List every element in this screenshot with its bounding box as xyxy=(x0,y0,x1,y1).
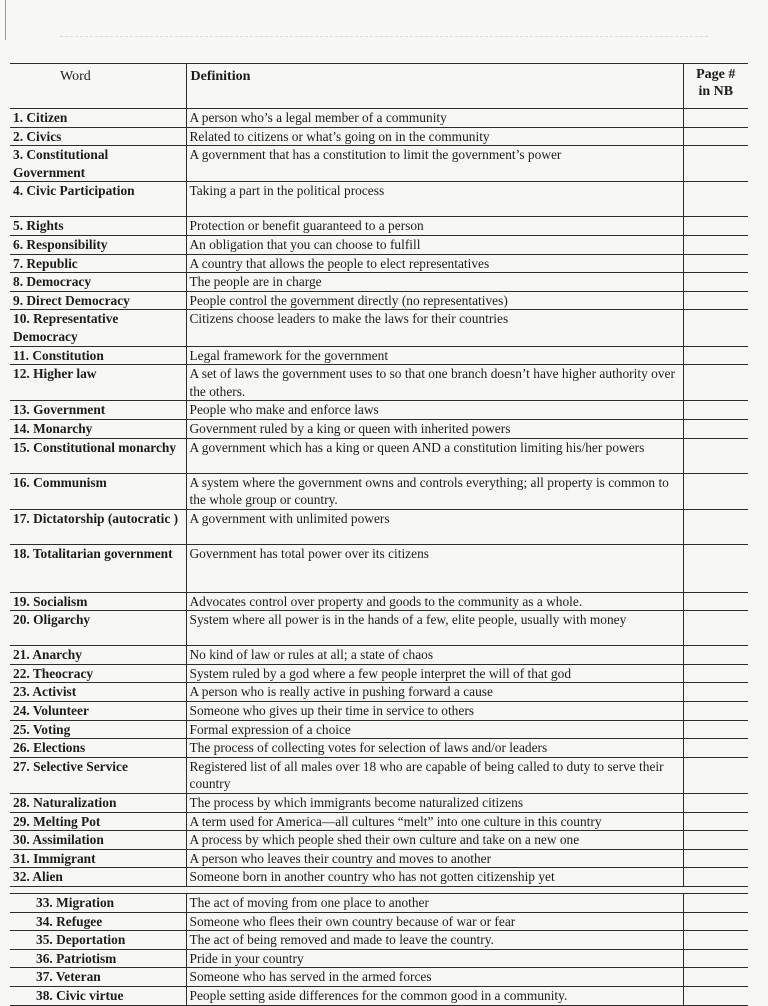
page-number-cell[interactable] xyxy=(683,986,748,1005)
vocab-definition: The process of collecting votes for selection of laws and/or leaders xyxy=(186,739,683,758)
vocab-word: 38. Civic virtue xyxy=(10,986,186,1005)
table-row xyxy=(10,217,748,236)
page-number-cell[interactable] xyxy=(683,912,748,931)
table-row xyxy=(10,182,748,217)
table-body-part1 xyxy=(10,109,748,887)
vocab-definition: A set of laws the government uses to so that one branch doesn’t have higher authority over the others. xyxy=(186,365,683,401)
table-row xyxy=(10,254,748,273)
vocab-definition: A process by which people shed their own culture and take on a new one xyxy=(186,831,683,850)
page-number-cell[interactable] xyxy=(683,109,748,128)
table-row xyxy=(10,438,748,473)
page-number-cell[interactable] xyxy=(683,646,748,665)
vocab-definition: A person who leaves their country and moves to another xyxy=(186,849,683,868)
table-row xyxy=(10,868,748,887)
table-row xyxy=(10,757,748,793)
vocab-word: 15. Constitutional monarchy xyxy=(10,438,186,473)
table-row xyxy=(10,931,748,950)
table-row xyxy=(10,739,748,758)
table-row xyxy=(10,702,748,721)
vocab-word: 5. Rights xyxy=(10,217,186,236)
table-row xyxy=(10,473,748,509)
page-number-cell[interactable] xyxy=(683,544,748,592)
section-gap xyxy=(10,887,748,894)
vocab-definition: Legal framework for the government xyxy=(186,346,683,365)
vocab-definition: Taking a part in the political process xyxy=(186,182,683,217)
table-row xyxy=(10,365,748,401)
table-row xyxy=(10,849,748,868)
page-number-cell[interactable] xyxy=(683,831,748,850)
vocab-definition: A person who’s a legal member of a community xyxy=(186,109,683,128)
page-number-cell[interactable] xyxy=(683,664,748,683)
table-row xyxy=(10,720,748,739)
table-row xyxy=(10,894,748,913)
page-number-cell[interactable] xyxy=(683,794,748,813)
table-row xyxy=(10,646,748,665)
table-row xyxy=(10,986,748,1005)
page-number-cell[interactable] xyxy=(683,438,748,473)
page-number-cell[interactable] xyxy=(683,217,748,236)
page-number-cell[interactable] xyxy=(683,868,748,887)
vocab-word: 1. Citizen xyxy=(10,109,186,128)
table-row xyxy=(10,592,748,611)
vocab-definition: A government which has a king or queen AND a constitution limiting his/her powers xyxy=(186,438,683,473)
page-number-cell[interactable] xyxy=(683,401,748,420)
vocab-definition: Advocates control over property and goods to the community as a whole. xyxy=(186,592,683,611)
vocab-word: 19. Socialism xyxy=(10,592,186,611)
page-number-cell[interactable] xyxy=(683,127,748,146)
vocab-word: 26. Elections xyxy=(10,739,186,758)
table-row xyxy=(10,912,748,931)
vocabulary-table xyxy=(10,63,748,1006)
column-header-page-line1: Page # xyxy=(696,67,736,82)
table-row xyxy=(10,968,748,987)
page-number-cell[interactable] xyxy=(683,702,748,721)
vocab-word: 21. Anarchy xyxy=(10,646,186,665)
vocab-definition: Someone born in another country who has not gotten citizenship yet xyxy=(186,868,683,887)
page-number-cell[interactable] xyxy=(683,310,748,346)
page-number-cell[interactable] xyxy=(683,235,748,254)
vocab-word: 27. Selective Service xyxy=(10,757,186,793)
table-row xyxy=(10,664,748,683)
table-row xyxy=(10,235,748,254)
vocabulary-sheet xyxy=(10,63,748,1006)
table-row xyxy=(10,794,748,813)
vocab-word: 34. Refugee xyxy=(10,912,186,931)
vocab-definition: The people are in charge xyxy=(186,273,683,292)
vocab-definition: A country that allows the people to elect representatives xyxy=(186,254,683,273)
vocab-definition: A term used for America—all cultures “melt” into one culture in this country xyxy=(186,812,683,831)
vocab-definition: People who make and enforce laws xyxy=(186,401,683,420)
column-header-page xyxy=(683,64,748,109)
vocab-word: 11. Constitution xyxy=(10,346,186,365)
table-row xyxy=(10,544,748,592)
vocab-word: 31. Immigrant xyxy=(10,849,186,868)
page-number-cell[interactable] xyxy=(683,812,748,831)
vocab-word: 25. Voting xyxy=(10,720,186,739)
vocab-definition: The act of being removed and made to leave the country. xyxy=(186,931,683,950)
vocab-word: 18. Totalitarian government xyxy=(10,544,186,592)
vocab-word: 35. Deportation xyxy=(10,931,186,950)
page-number-cell[interactable] xyxy=(683,419,748,438)
vocab-word: 6. Responsibility xyxy=(10,235,186,254)
table-row xyxy=(10,509,748,544)
vocab-definition: The process by which immigrants become naturalized citizens xyxy=(186,794,683,813)
vocab-definition: A system where the government owns and controls everything; all property is common to the whole group or country. xyxy=(186,473,683,509)
vocab-word: 13. Government xyxy=(10,401,186,420)
vocab-definition: Pride in your country xyxy=(186,949,683,968)
page-number-cell[interactable] xyxy=(683,509,748,544)
vocab-word: 4. Civic Participation xyxy=(10,182,186,217)
vocab-definition: Someone who flees their own country because of war or fear xyxy=(186,912,683,931)
table-body-part2 xyxy=(10,887,748,1006)
vocab-word: 2. Civics xyxy=(10,127,186,146)
vocab-word: 32. Alien xyxy=(10,868,186,887)
scan-marks xyxy=(60,36,708,41)
vocab-word: 10. Representative Democracy xyxy=(10,310,186,346)
vocab-definition: Government ruled by a king or queen with inherited powers xyxy=(186,419,683,438)
vocab-definition: Protection or benefit guaranteed to a person xyxy=(186,217,683,236)
gap-cell xyxy=(683,887,748,894)
page-number-cell[interactable] xyxy=(683,757,748,793)
page-number-cell[interactable] xyxy=(683,182,748,217)
table-row xyxy=(10,346,748,365)
vocab-definition: Related to citizens or what’s going on in the community xyxy=(186,127,683,146)
vocab-definition: Government has total power over its citizens xyxy=(186,544,683,592)
vocab-word: 7. Republic xyxy=(10,254,186,273)
page-number-cell[interactable] xyxy=(683,931,748,950)
column-header-word: Word xyxy=(10,64,186,109)
table-row xyxy=(10,310,748,346)
vocab-definition: Someone who has served in the armed forces xyxy=(186,968,683,987)
page-number-cell[interactable] xyxy=(683,365,748,401)
vocab-word: 14. Monarchy xyxy=(10,419,186,438)
vocab-word: 12. Higher law xyxy=(10,365,186,401)
table-row xyxy=(10,812,748,831)
page-number-cell[interactable] xyxy=(683,949,748,968)
table-row xyxy=(10,419,748,438)
table-row xyxy=(10,831,748,850)
gap-cell xyxy=(186,887,683,894)
page-number-cell[interactable] xyxy=(683,683,748,702)
table-row xyxy=(10,401,748,420)
page-number-cell[interactable] xyxy=(683,968,748,987)
vocab-word: 20. Oligarchy xyxy=(10,611,186,646)
vocab-word: 17. Dictatorship (autocratic ) xyxy=(10,509,186,544)
vocab-definition: System where all power is in the hands of a few, elite people, usually with money xyxy=(186,611,683,646)
page-number-cell[interactable] xyxy=(683,720,748,739)
vocab-word: 22. Theocracy xyxy=(10,664,186,683)
table-row xyxy=(10,273,748,292)
vocab-definition: System ruled by a god where a few people interpret the will of that god xyxy=(186,664,683,683)
vocab-word: 33. Migration xyxy=(10,894,186,913)
page-number-cell[interactable] xyxy=(683,273,748,292)
vocab-word: 16. Communism xyxy=(10,473,186,509)
vocab-definition: Citizens choose leaders to make the laws for their countries xyxy=(186,310,683,346)
vocab-definition: Registered list of all males over 18 who are capable of being called to duty to serve their country xyxy=(186,757,683,793)
vocab-definition: A government that has a constitution to limit the government’s power xyxy=(186,146,683,182)
vocab-word: 37. Veteran xyxy=(10,968,186,987)
vocab-word: 24. Volunteer xyxy=(10,702,186,721)
vocab-word: 9. Direct Democracy xyxy=(10,291,186,310)
vocab-word: 36. Patriotism xyxy=(10,949,186,968)
column-header-page-line2: in NB xyxy=(698,84,734,99)
vocab-definition: People setting aside differences for the common good in a community. xyxy=(186,986,683,1005)
page-number-cell[interactable] xyxy=(683,473,748,509)
gap-cell xyxy=(10,887,186,894)
page-number-cell[interactable] xyxy=(683,849,748,868)
vocab-definition: Formal expression of a choice xyxy=(186,720,683,739)
table-row xyxy=(10,146,748,182)
table-row xyxy=(10,291,748,310)
page-number-cell[interactable] xyxy=(683,611,748,646)
vocab-definition: People control the government directly (no representatives) xyxy=(186,291,683,310)
table-row xyxy=(10,611,748,646)
header-row xyxy=(10,64,748,109)
vocab-definition: The act of moving from one place to another xyxy=(186,894,683,913)
vocab-word: 28. Naturalization xyxy=(10,794,186,813)
vocab-definition: A person who is really active in pushing forward a cause xyxy=(186,683,683,702)
vocab-definition: No kind of law or rules at all; a state of chaos xyxy=(186,646,683,665)
vocab-word: 30. Assimilation xyxy=(10,831,186,850)
page-number-cell[interactable] xyxy=(683,146,748,182)
vocab-definition: An obligation that you can choose to fulfill xyxy=(186,235,683,254)
table-row xyxy=(10,109,748,128)
table-row xyxy=(10,683,748,702)
table-row xyxy=(10,949,748,968)
page-number-cell[interactable] xyxy=(683,254,748,273)
vocab-word: 8. Democracy xyxy=(10,273,186,292)
scan-edge xyxy=(0,0,6,40)
vocab-definition: A government with unlimited powers xyxy=(186,509,683,544)
vocab-word: 3. Constitutional Government xyxy=(10,146,186,182)
vocab-word: 29. Melting Pot xyxy=(10,812,186,831)
page-number-cell[interactable] xyxy=(683,346,748,365)
vocab-word: 23. Activist xyxy=(10,683,186,702)
table-row xyxy=(10,127,748,146)
page-number-cell[interactable] xyxy=(683,592,748,611)
vocab-definition: Someone who gives up their time in service to others xyxy=(186,702,683,721)
page-number-cell[interactable] xyxy=(683,739,748,758)
page-number-cell[interactable] xyxy=(683,291,748,310)
column-header-definition: Definition xyxy=(186,64,683,109)
page-number-cell[interactable] xyxy=(683,894,748,913)
